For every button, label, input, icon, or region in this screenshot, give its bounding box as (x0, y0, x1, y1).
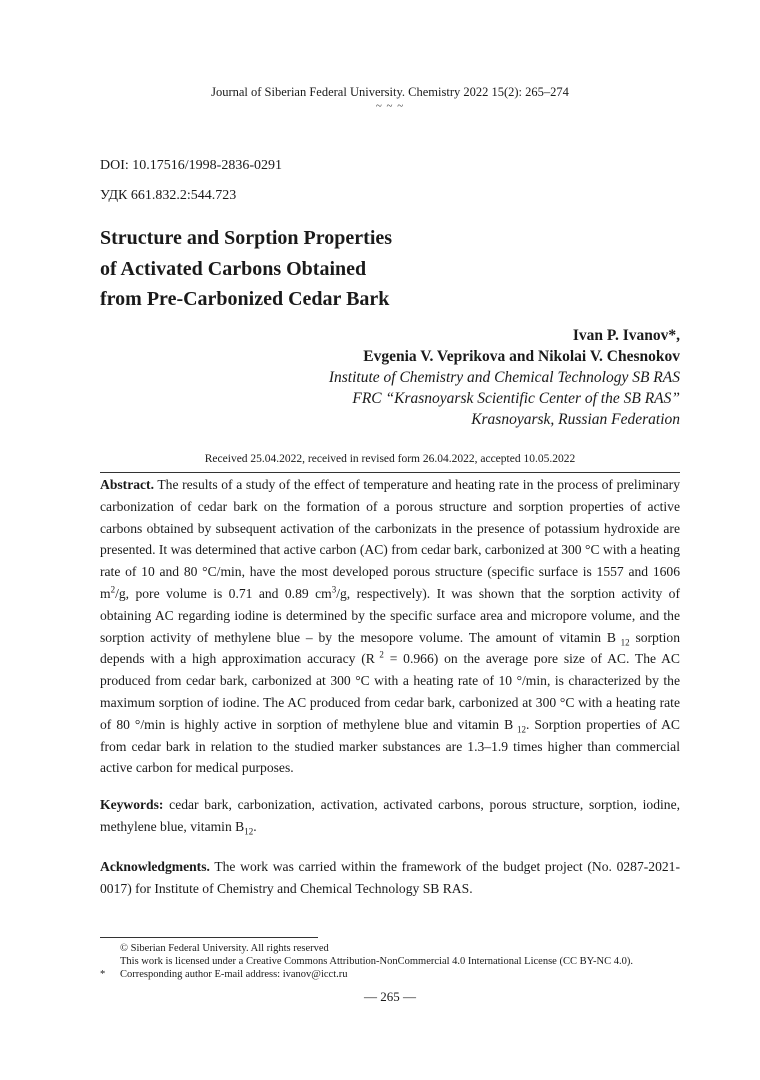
license-note: This work is licensed under a Creative Commons Attribution-NonCommercial 4.0 International License (CC BY-NC 4.0). (120, 956, 633, 967)
ack-text: The work was carried within the framework of the budget project (No. 0287-2021-0017) for Institute of Chemistry and Chemical Technology SB RAS. (100, 859, 680, 896)
keywords (100, 794, 680, 838)
keywords-end: . (253, 818, 257, 834)
title-line: from Pre-Carbonized Cedar Bark (100, 288, 390, 310)
doi: DOI: 10.17516/1998-2836-0291 (100, 158, 282, 173)
abstract (100, 474, 680, 779)
journal-header: Journal of Siberian Federal University. Chemistry 2022 15(2): 265–274 (211, 85, 569, 99)
ack-label: Acknowledgments. (100, 859, 210, 874)
header-separator: ~ ~ ~ (375, 100, 405, 112)
abstract-text: /g, pore volume is 0.71 and 0.89 cm (115, 585, 332, 601)
keywords-label: Keywords: (100, 797, 164, 812)
abstract-text: . Sorption properties of AC from cedar bark in relation to the studied marker substances are 1.3–1.9 times higher than commercial active carbon for medical purposes. (100, 716, 680, 776)
affiliation-line: FRC “Krasnoyarsk Scientific Center of the SB RAS” (352, 390, 680, 407)
subscript: 12 (244, 826, 254, 837)
footnote-rule (100, 937, 318, 938)
author-line: Evgenia V. Veprikova and Nikolai V. Chesnokov (363, 348, 680, 365)
author-line: Ivan P. Ivanov*, (572, 327, 680, 344)
udk: УДК 661.832.2:544.723 (100, 188, 237, 203)
page-number: — 265 — (364, 989, 416, 1004)
superscript: 3 (331, 584, 337, 595)
footnote-star: * (100, 969, 106, 980)
abstract-text: sorption depends with a high approximation accuracy (R (100, 629, 680, 667)
subscript: 12 (513, 724, 526, 735)
abstract-label: Abstract. (100, 477, 154, 492)
divider (100, 472, 680, 473)
affiliation-line: Krasnoyarsk, Russian Federation (471, 411, 680, 428)
title-line: Structure and Sorption Properties (100, 227, 393, 249)
subscript: 12 (615, 637, 630, 648)
acknowledgments (100, 856, 680, 900)
abstract-text: The results of a study of the effect of temperature and heating rate in the process of preliminary carbonization of cedar bark on the formation of a porous structure and sorption properties of active carbons obtained by subsequent activation of the carbonizats in the presence of potassium hydroxide are presented. It was determined that active carbon (AC) from cedar bark, carbonized at 300 °C with a heating rate of 10 and 80 °C/min, have the most developed porous structure (specific surface is 1557 and 1606 m (100, 477, 680, 601)
abstract-text: /g, respectively). It was shown that the sorption activity of obtaining AC regarding iodine is determined by the specific surface area and micropore volume, and the sorption activity of methylene blue – by the mesopore volume. The amount of vitamin B (100, 585, 680, 645)
copyright-note: © Siberian Federal University. All rights reserved (120, 943, 329, 954)
keywords-text: cedar bark, carbonization, activation, activated carbons, porous structure, sorption, iodine, methylene blue, vitamin B (100, 797, 680, 834)
title-line: of Activated Carbons Obtained (100, 257, 367, 280)
affiliation-line: Institute of Chemistry and Chemical Technology SB RAS (328, 369, 680, 386)
superscript: 2 (110, 584, 116, 595)
received-dates: Received 25.04.2022, received in revised form 26.04.2022, accepted 10.05.2022 (204, 453, 576, 465)
paper-title (100, 223, 392, 315)
superscript: 2 (374, 649, 384, 660)
abstract-text: = 0.966) on the average pore size of AC. The AC produced from cedar bark, carbonized at 300 °C with a heating rate of 10 °/min, is characterized by the maximum sorption of iodine. The AC produced from cedar bark, carbonized at 300 °C with a heating rate of 80 °/min is highly active in sorption of methylene blue and vitamin B (100, 651, 680, 732)
authors-block (240, 325, 680, 430)
corresponding-author-note: Corresponding author E-mail address: ivanov@icct.ru (120, 969, 348, 980)
